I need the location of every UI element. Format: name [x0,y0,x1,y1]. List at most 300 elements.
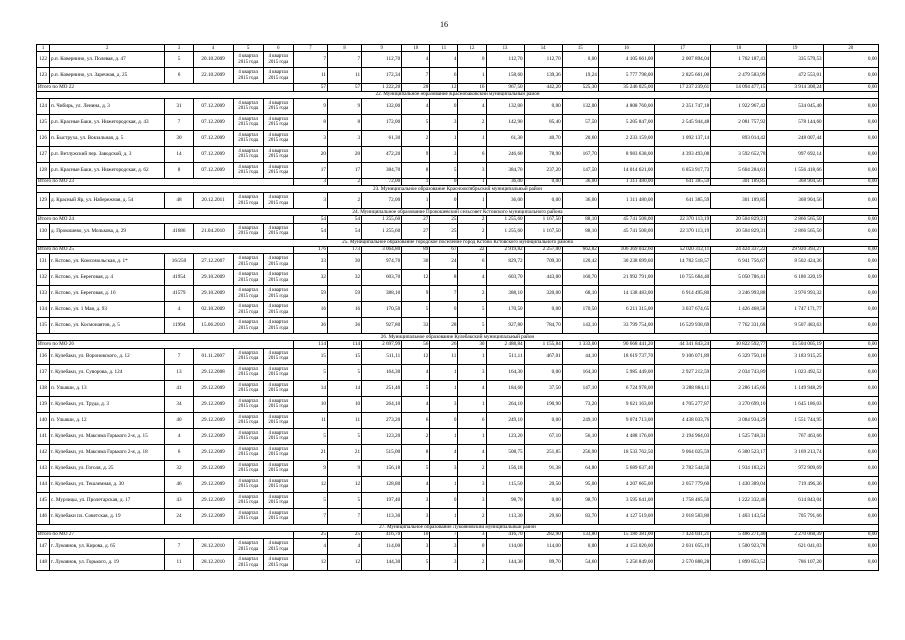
table-cell: 20 [327,146,361,162]
table-cell: 54 [327,223,361,239]
total-cell: 662,82 [562,246,598,254]
total-cell: 114 [327,341,361,349]
table-cell: 98,70 [486,492,524,508]
table-cell: г. Кстово, ул. Комсомольская, д. 1* [50,254,165,270]
table-cell: 6 853 917,73 [655,162,711,178]
table-cell: 07.12.2009 [193,162,233,178]
table-cell: 30 [402,254,430,270]
total-cell: 26 [430,341,458,349]
table-cell: 123,20 [362,428,402,444]
table-cell: 2 [458,223,486,239]
table-cell: 88,10 [562,223,598,239]
table-cell: 5 [327,492,361,508]
table-cell: 22.10.2009 [193,68,233,84]
table-cell: 5 604 284,61 [711,162,767,178]
total-cell: 301 189,85 [711,178,767,186]
table-cell: 3 [293,193,327,209]
table-cell: 515,00 [362,444,402,460]
table-row [37,162,879,178]
total-cell: 52 020 312,11 [655,246,711,254]
table-cell: 160,70 [562,270,598,286]
table-cell: 3 595 641,00 [598,492,654,508]
table-cell: 264,10 [486,396,524,412]
table-cell: 0,00 [524,364,562,380]
table-cell: 12 [402,270,430,286]
table-cell: 6 [458,412,486,428]
table-cell: 138 [37,380,50,396]
total-cell: 2 257,00 [524,246,562,254]
table-cell: 133 [37,286,50,302]
section-title: 26. Муниципальное образование Кулебакский муниципальный район [37,334,879,341]
table-cell: 11 [327,68,361,84]
table-cell: 1 747 171,77 [767,302,823,318]
table-cell: 144 [37,476,50,492]
table-cell: 12 [293,555,327,571]
section-row [37,524,879,531]
table-cell: 172,00 [362,114,402,130]
table-cell: 72,00 [362,193,402,209]
table-cell: 48 [165,193,193,209]
table-cell: 170,50 [486,302,524,318]
total-cell: 12 [430,84,458,92]
table-cell: 11 [327,412,361,428]
table-cell: 0,00 [823,412,878,428]
table-cell: 4 квартал 2015 года [263,68,293,84]
table-cell: 621 041,03 [767,539,823,555]
table-cell: 4 квартал 2015 года [263,52,293,68]
table-cell: 8 [402,162,430,178]
total-cell: 54 [293,216,327,224]
table-cell: 29.12.2009 [193,444,233,460]
table-cell: 02.10.2009 [193,302,233,318]
table-cell: 4 квартал 2015 года [233,162,263,178]
table-cell: 30 [165,130,193,146]
table-cell: 0,00 [823,162,878,178]
table-cell: 4 153 020,00 [598,539,654,555]
table-row [37,130,879,146]
table-cell: 36 [327,318,361,334]
table-cell: 767 463,66 [767,428,823,444]
table-cell: 0 [458,539,486,555]
header-cell: 10 [402,45,430,52]
table-cell: 1 [430,364,458,380]
table-cell: р.п. Красные Баки, ул. Нижегородская, д. 43 [50,114,165,130]
table-cell: р.п. Ковернино, ул. Полевая, д. 47 [50,52,165,68]
total-cell: 106 369 042,60 [598,246,654,254]
table-cell: 705 791,66 [767,508,823,524]
table-cell: 384,70 [486,162,524,178]
table-cell: 5 [402,302,430,318]
header-cell: 18 [711,45,767,52]
table-cell: 1 899 853,52 [711,555,767,571]
header-cell: 20 [823,45,878,52]
total-cell: 967,50 [486,84,524,92]
table-cell: 15.06.2010 [193,318,233,334]
table-cell: 3 [293,130,327,146]
section-title: 25. Муниципальное образование городское поселение город Кстово Кстовского муниципального района [37,239,879,246]
table-cell: 29.10.2009 [193,286,233,302]
table-cell: 0,00 [823,539,878,555]
table-cell: 6 329 750,16 [711,348,767,364]
table-cell: 13 [165,364,193,380]
table-cell: 114,00 [486,539,524,555]
table-cell: 127 [37,146,50,162]
table-cell: 170,50 [562,302,598,318]
table-cell: 0,00 [823,68,878,84]
table-cell: 78,90 [524,146,562,162]
table-cell: 6 [458,254,486,270]
table-cell: 40 [165,412,193,428]
table-cell: 114,00 [362,539,402,555]
table-cell: 4 [402,476,430,492]
table-cell: 21 [327,444,361,460]
total-cell: 30 [458,341,486,349]
table-cell: 25 [430,223,458,239]
table-row [37,302,879,318]
table-cell: 8 [430,270,458,286]
table-cell: 85,40 [524,114,562,130]
table-cell: 5 [402,114,430,130]
table-cell: 14 [293,380,327,396]
table-cell: 3 [430,539,458,555]
total-cell: 44 341 843,24 [655,341,711,349]
table-cell: 20,50 [524,476,562,492]
table-cell: 73,20 [562,396,598,412]
table-row [37,492,879,508]
table-cell: 4 квартал 2015 года [263,555,293,571]
table-cell: 98,70 [562,492,598,508]
table-cell: 974,70 [362,254,402,270]
table-cell: 14 782 518,57 [655,254,711,270]
table-cell: 5 985 449,00 [598,364,654,380]
table-cell: 4 [327,539,361,555]
table-cell: 1 [458,68,486,84]
table-cell: 4 квартал 2015 года [263,396,293,412]
table-cell: 0,00 [823,460,878,476]
table-cell: 2 [402,130,430,146]
total-cell: 1 333,00 [562,341,598,349]
table-cell: 2 479 583,99 [711,68,767,84]
table-cell: 2 351 747,18 [655,98,711,114]
table-cell: 156,18 [362,460,402,476]
table-cell: 4 [430,444,458,460]
table-row [37,444,879,460]
table-row [37,318,879,334]
total-cell: 1 255,60 [362,216,402,224]
total-cell: 2 488,84 [486,341,524,349]
total-cell: 89 [402,246,430,254]
table-cell: 384,70 [362,162,402,178]
total-cell: 20 504 829,31 [711,216,767,224]
table-cell: 0,00 [823,223,878,239]
table-cell: 0,00 [823,302,878,318]
table-cell: 5 689 637,40 [598,460,654,476]
table-cell: 123,20 [486,428,524,444]
table-cell: 29.12.2009 [193,460,233,476]
table-cell: 8 [293,114,327,130]
table-cell: 4 квартал 2015 года [233,254,263,270]
table-cell: 1 023 492,52 [767,364,823,380]
table-cell: 4 квартал 2015 года [263,412,293,428]
table-cell: 368 904,56 [767,193,823,209]
total-row [37,216,879,224]
table-cell: 61,30 [486,130,524,146]
table-cell: 21 [293,444,327,460]
total-cell: 1 255,60 [486,216,524,224]
table-cell: 112,70 [524,52,562,68]
table-cell: 33 [293,254,327,270]
section-row [37,239,879,246]
table-cell: 40,70 [524,130,562,146]
table-cell: 56,10 [562,428,598,444]
total-cell: 416,70 [486,531,524,539]
total-label: Итого по МО 22 [37,84,294,92]
table-cell: 4 квартал 2015 года [233,146,263,162]
total-cell: 25 [327,531,361,539]
table-row [37,412,879,428]
total-cell: 22 [458,246,486,254]
table-cell: 142 [37,444,50,460]
total-cell: 90 668 441,20 [598,341,654,349]
table-cell: 59 [293,286,327,302]
table-cell: 61,30 [362,130,402,146]
table-cell: 1 430 389,04 [711,476,767,492]
table-cell: 7 [402,68,430,84]
table-cell: 20 504 829,31 [711,223,767,239]
table-cell: 0,00 [524,302,562,318]
table-cell: 3 [430,555,458,571]
table-cell: г. Лукоянов, ул. Горького, д. 19 [50,555,165,571]
table-cell: г. Кулебаки, ул. Гоголя, д. 25 [50,460,165,476]
table-cell: 12 [327,476,361,492]
table-cell: 388,10 [486,286,524,302]
table-cell: 113,30 [486,508,524,524]
table-cell: 246,60 [486,146,524,162]
table-cell: 1 551 744,95 [767,412,823,428]
table-cell: 115,50 [486,476,524,492]
table-cell: 4 квартал 2015 года [263,270,293,286]
table-cell: 4 квартал 2015 года [233,428,263,444]
table-cell: 3 169 213,74 [767,444,823,460]
section-title: 27. Муниципальное образование Лукояновский муниципальный район [37,524,879,531]
table-cell: 37,50 [524,380,562,396]
table-cell: 256,90 [562,444,598,460]
table-cell: 19,24 [562,68,598,84]
table-cell: 17 [327,162,361,178]
table-cell: 4 438 033,76 [655,412,711,428]
total-cell: 17 237 239,61 [655,84,711,92]
header-cell: 16 [598,45,654,52]
table-cell: 237,20 [524,162,562,178]
table-cell: 0,00 [823,286,878,302]
header-cell: 4 [193,45,233,52]
total-cell: 1 155,84 [524,341,562,349]
table-cell: 144,30 [486,555,524,571]
table-cell: 83,70 [562,508,598,524]
table-cell: г. Кстово, ул. Космонавтов, д. 5 [50,318,165,334]
table-cell: 95,00 [562,476,598,492]
table-cell: 5 [293,492,327,508]
header-cell: 19 [767,45,823,52]
table-cell: 2 [327,193,361,209]
table-cell: 2 018 583,80 [655,508,711,524]
table-cell: 36,00 [562,193,598,209]
table-cell: 2 194 964,03 [655,428,711,444]
table-cell: 248 007,44 [767,130,823,146]
table-cell: 126 [37,130,50,146]
table-cell: 41954 [165,270,193,286]
table-row [37,270,879,286]
table-cell: 893 014,42 [711,130,767,146]
table-cell: 4 квартал 2015 года [263,364,293,380]
table-cell: 31 [165,98,193,114]
table-cell: 16 [327,302,361,318]
table-cell: 4 квартал 2015 года [233,348,263,364]
table-cell: 4 [293,539,327,555]
table-cell: 134 [37,302,50,318]
table-row [37,348,879,364]
table-cell: 997 692,14 [767,146,823,162]
table-cell: 5 256 849,00 [598,555,654,571]
table-row [37,364,879,380]
table-cell: 1 762 187,43 [711,52,767,68]
total-cell: 15 180 381,00 [598,531,654,539]
total-label: Итого по МО 23 [37,178,294,186]
table-cell: 1 [458,193,486,209]
table-cell: 4 квартал 2015 года [233,492,263,508]
total-row [37,246,879,254]
table-cell: 30 [327,254,361,270]
table-cell: 4 квартал 2015 года [263,146,293,162]
table-cell: 534 045,40 [767,98,823,114]
table-cell: 11994 [165,318,193,334]
table-cell: 4 488 176,00 [598,428,654,444]
table-cell: 249,10 [562,412,598,428]
table-cell: 197,40 [362,492,402,508]
header-row [37,45,879,52]
table-cell: 7 762 331,68 [711,318,767,334]
table-cell: 10 755 684,40 [655,270,711,286]
table-cell: 10 [327,396,361,412]
table-cell: 3 [402,508,430,524]
table-cell: 4 [402,396,430,412]
table-cell: 972 909,69 [767,460,823,476]
table-cell: 27.12.2007 [193,254,233,270]
table-cell: 4 квартал 2015 года [263,193,293,209]
table-cell: 2 031 055,19 [655,539,711,555]
table-cell: 4 [458,270,486,286]
total-cell: 72,00 [362,178,402,186]
table-cell: 614 843,04 [767,492,823,508]
total-cell: 3 914 308,24 [767,84,823,92]
table-cell: 141 [37,428,50,444]
table-cell: 68,10 [562,286,598,302]
total-label: Итого по МО 25 [37,246,294,254]
table-cell: 4 квартал 2015 года [263,286,293,302]
table-cell: 128,80 [362,476,402,492]
table-cell: 8 [402,444,430,460]
table-cell: 89,70 [524,555,562,571]
total-cell: 25 [430,216,458,224]
total-label: Итого по МО 26 [37,341,294,349]
table-cell: 6 186 320,19 [767,270,823,286]
table-cell: 7 [430,286,458,302]
table-cell: 07.12.2009 [193,130,233,146]
total-cell: 0,00 [823,341,878,349]
table-cell: 3 [402,539,430,555]
table-cell: 7 [293,52,327,68]
table-cell: 4 квартал 2015 года [233,508,263,524]
table-cell: 603,70 [362,270,402,286]
table-cell: 9 621 163,00 [598,396,654,412]
table-cell: 3 288 884,11 [655,380,711,396]
table-cell: 0,00 [562,52,598,68]
table-cell: с. Мурзицы, ул. Пролетарская, д. 17 [50,492,165,508]
table-cell: 0,00 [823,130,878,146]
table-cell: 145 [37,492,50,508]
table-cell: 1 149 948,29 [767,380,823,396]
table-cell: 2 057 779,60 [655,476,711,492]
table-cell: г. Кулебаки, ул. Труда, д. 3 [50,396,165,412]
table-cell: 44,10 [562,348,598,364]
table-cell: 0,00 [823,114,878,130]
total-cell: 16 [458,84,486,92]
table-cell: 1 556 418,66 [767,162,823,178]
table-cell: 6 941 756,67 [711,254,767,270]
table-cell: 709,30 [524,254,562,270]
table-cell: 0 [430,302,458,318]
table-row [37,114,879,130]
table-cell: 131 [37,254,50,270]
table-cell: 0,00 [823,270,878,286]
table-cell: 4 квартал 2015 года [233,364,263,380]
table-cell: 2 545 944,48 [655,114,711,130]
table-cell: 2 [402,428,430,444]
table-cell: 2 [458,460,486,476]
table-cell: 34 [165,396,193,412]
table-cell: 4 [458,444,486,460]
table-cell: 20 [293,146,327,162]
table-cell: 32 [327,270,361,286]
header-cell: 17 [655,45,711,52]
table-cell: 4 квартал 2015 года [233,98,263,114]
table-cell: 511,11 [486,348,524,364]
table-cell: 4 квартал 2015 года [263,444,293,460]
table-cell: 14 [165,146,193,162]
table-cell: 29.12.2009 [193,428,233,444]
table-cell: 36,00 [486,193,524,209]
table-cell: 41 [165,380,193,396]
table-cell: 4 квартал 2015 года [233,286,263,302]
table-cell: 21.04.2010 [193,223,233,239]
table-row [37,555,879,571]
table-cell: 4 квартал 2015 года [233,130,263,146]
table-cell: 21 992 791,00 [598,270,654,286]
table-cell: 4 705 277,87 [655,396,711,412]
total-cell: 3 064,80 [362,246,402,254]
table-cell: 0,00 [823,364,878,380]
table-cell: 10 [293,396,327,412]
table-cell: 467,01 [524,348,562,364]
table-cell: 11 [293,412,327,428]
table-cell: 0,00 [524,98,562,114]
table-cell: 2 [458,508,486,524]
table-cell: 320,00 [524,286,562,302]
table-cell: 6 [402,412,430,428]
table-cell: 4 квартал 2015 года [263,162,293,178]
table-cell: 33 [402,318,430,334]
table-cell: 4 [458,380,486,396]
